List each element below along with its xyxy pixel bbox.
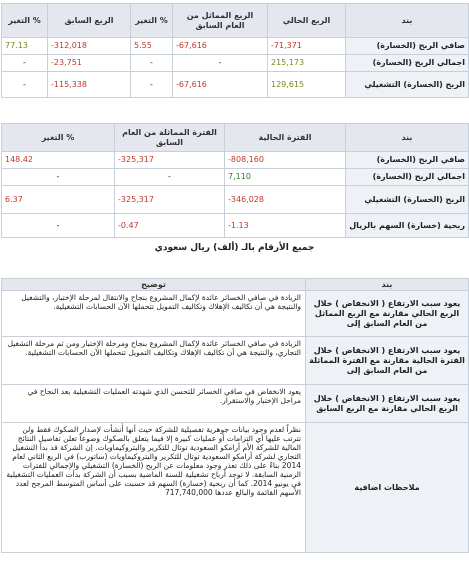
table-cell: -115,338 (48, 72, 131, 98)
row-label: اجمالي الربح (الخسارة) (346, 169, 469, 186)
table-cell: -71,371 (268, 38, 346, 55)
table-cell: - (131, 72, 173, 98)
table-cell: -67,616 (173, 72, 268, 98)
explanation-text: يعود الانخفاض في صافي الخسائر للتحسن الذي شهدته العمليات التشغيلية بعد النجاح في مراحل الإختبار والاستقرار. (2, 385, 306, 423)
table-cell: - (2, 169, 115, 186)
explanation-text: الزيادة في صافي الخسائر عائدة لإكمال المشروع بنجاح والانتقال لمرحلة الإختبار، والتشغيل والنتيجة هي أن تكاليف الإهلاك وتكاليف التمويل تتحملها الآن الحسابات التشغيلية. (2, 291, 306, 337)
column-header: % التغير (131, 4, 173, 38)
table-row (2, 152, 469, 169)
row-label: يعود سبب الارتفاع ( الانخفاض ) خلال الفترة الحالية مقارنة مع الفترة المماثلة من العام السابق إلى (306, 337, 469, 385)
table-cell: - (173, 55, 268, 72)
table-row (2, 55, 469, 72)
table-cell: 129,615 (268, 72, 346, 98)
row-label: ملاحظات اضافية (306, 423, 469, 553)
column-header: بند (346, 124, 469, 152)
row-label: يعود سبب الارتفاع ( الانخفاض ) خلال الربع الحالي مقارنة مع الربع السابق (306, 385, 469, 423)
row-label: يعود سبب الارتفاع ( الانخفاض ) خلال الربع الحالي مقارنة مع الربع المماثل من العام السابق إلى (306, 291, 469, 337)
table-cell: - (131, 55, 173, 72)
row-label: ربحية (خسارة) السهم بالريال (346, 214, 469, 238)
row-label: الربح (الخسارة) التشغيلي (346, 72, 469, 98)
row-label: اجمالي الربح (الخسارة) (346, 55, 469, 72)
table-cell: -312,018 (48, 38, 131, 55)
table-row (2, 186, 469, 214)
table-cell: -1.13 (225, 214, 346, 238)
table-cell: 5.55 (131, 38, 173, 55)
column-header: الربع المماثل من العام السابق (173, 4, 268, 38)
table-cell: 6.37 (2, 186, 115, 214)
currency-note: جميع الأرقام بالـ (ألف) ريال سعودي (154, 243, 315, 253)
column-header: الربع الحالي (268, 4, 346, 38)
table-cell: -325,317 (115, 152, 225, 169)
table-cell: 77.13 (2, 38, 48, 55)
table-row (2, 214, 469, 238)
table-cell: -0.47 (115, 214, 225, 238)
explanation-text: الزيادة في صافي الخسائر عائدة لإكمال المشروع بنجاح ومرحلة الإختبار ومن ثم مرحلة التشغيل التجاري، والنتيجة هي أن تكاليف الإهلاك وتكاليف التمويل تتحملها الآن الحسابات التشغيلية. (2, 337, 306, 385)
table-row (2, 72, 469, 98)
table-cell: -325,317 (115, 186, 225, 214)
table-row (2, 423, 469, 553)
table-cell: - (115, 169, 225, 186)
column-header: % التغير (2, 124, 115, 152)
table-cell: - (2, 72, 48, 98)
table-row (2, 38, 469, 55)
column-header: الفترة الحالية (225, 124, 346, 152)
column-header: توضيح (2, 279, 306, 291)
table-row (2, 169, 469, 186)
table-header-row (2, 279, 469, 291)
table-cell: 7,110 (225, 169, 346, 186)
column-header: بند (306, 279, 469, 291)
table-cell: - (2, 55, 48, 72)
table-cell: 215,173 (268, 55, 346, 72)
table-cell: -346,028 (225, 186, 346, 214)
row-label: صافي الربح (الخسارة) (346, 152, 469, 169)
table-header-row (2, 124, 469, 152)
row-label: الربح (الخسارة) التشغيلي (346, 186, 469, 214)
table-cell: -67,616 (173, 38, 268, 55)
explanation-text: نظراً لعدم وجود بيانات جوهرية تفصيلية للشركة حيث أنها أُنشأت لإصدار الصكوك فقط ولن تترتب عليها أي التزامات أو عمليات كبيرة إلا فيما يتعلق بالصكوك وضوعاً تعلن تفاصيل النتائج المالية للشركة الأم أرامكو السعودية توتال للتكرير والبتروكيماويات. إن الشركة قد بدأ التشغيل التجاري لشركة أرامكو السعودية توتال للتكرير والبتروكيماويات (ساتورب) في الربع الثاني لعام 2014 بناءً على ذلك تعذر وجود معلومات عن الربح (الخسارة) التشغيلي والإجمالي للفترات الزمنية السابقة. لا توجد أرباح تشغيلية للسنة الماضية بسبب أن الشركة بدأت العمليات التشغيلية في يونيو 2014. كما أن ربحية (خسارة) السهم قد حسبت على أساس المتوسط المرجح لعدد الأسهم القائمة والبالغ عددها 717,740,000 (2, 423, 306, 553)
explanations-table (1, 278, 469, 553)
quarterly-results-table (1, 3, 469, 98)
column-header: % التغير (2, 4, 48, 38)
row-label: صافي الربح (الخسارة) (346, 38, 469, 55)
table-row (2, 291, 469, 337)
table-header-row (2, 4, 469, 38)
table-cell: -808,160 (225, 152, 346, 169)
table-cell: - (2, 214, 115, 238)
column-header: الفترة المماثلة من العام السابق (115, 124, 225, 152)
table-row (2, 385, 469, 423)
table-row (2, 337, 469, 385)
period-results-table (1, 123, 469, 238)
table-cell: -23,751 (48, 55, 131, 72)
table-cell: 148.42 (2, 152, 115, 169)
column-header: بند (346, 4, 469, 38)
column-header: الربع السابق (48, 4, 131, 38)
